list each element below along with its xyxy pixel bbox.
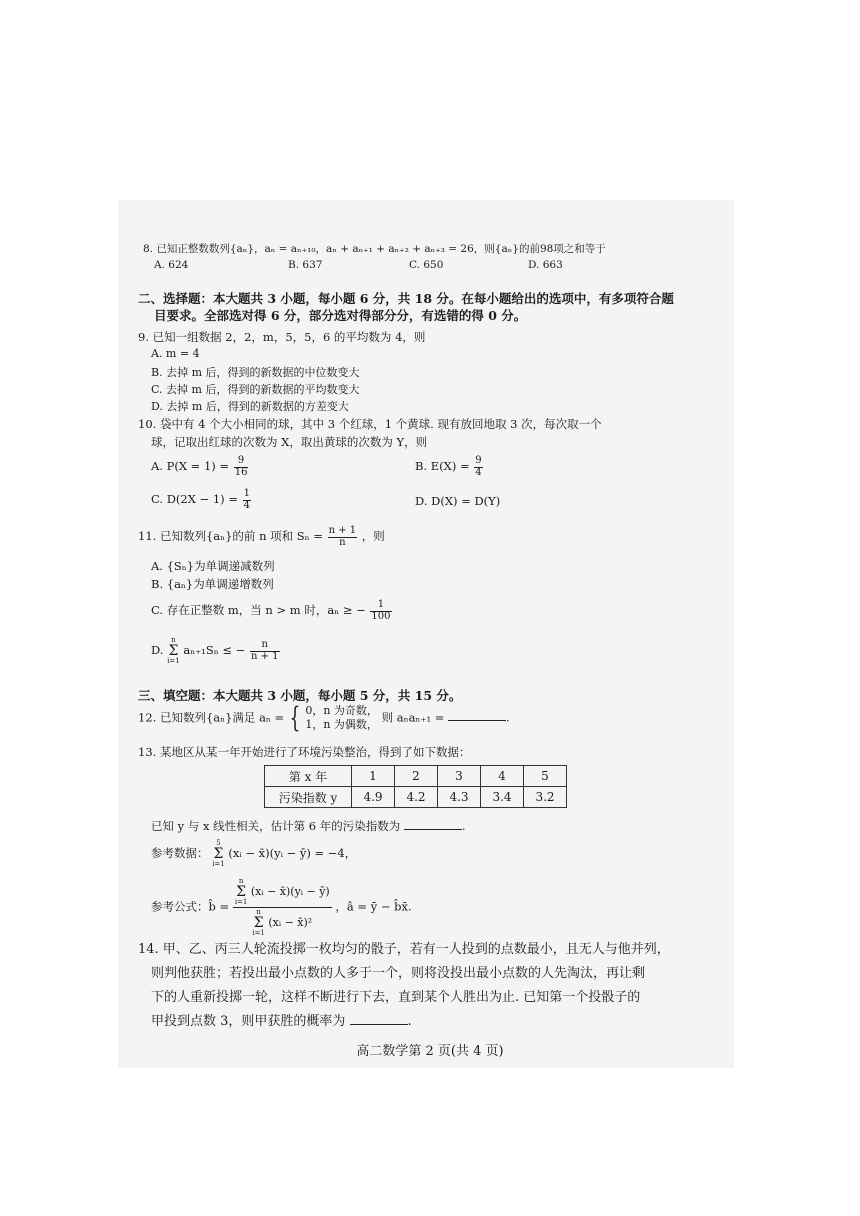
numerator: 9: [475, 455, 482, 466]
reference-formula-tail: ，â = ȳ − b̂x̄.: [335, 899, 412, 914]
question-12-ask: 则 aₙaₙ₊₁ =: [381, 710, 445, 725]
option-d-label: D.: [151, 643, 164, 657]
fraction: [370, 600, 391, 622]
question-8-option-b: B. 637: [288, 259, 323, 271]
summation: [167, 637, 180, 665]
piecewise-cases: [305, 704, 378, 733]
table-cell: 4.2: [395, 787, 438, 808]
sigma-icon: Σ: [236, 884, 247, 900]
question-9-option-b: B. 去掉 m 后，得到的新数据的中位数变大: [151, 366, 360, 379]
numerator: n + 1: [328, 525, 357, 536]
table-cell: 3.4: [481, 787, 524, 808]
sum-lower: i=1: [234, 898, 248, 906]
table-cell: 4: [481, 766, 524, 787]
table-cell: 2: [395, 766, 438, 787]
reference-data: [151, 840, 356, 868]
sum-lower: i=1: [167, 657, 180, 665]
summation: [252, 909, 265, 937]
denominator: n: [339, 536, 346, 548]
question-10-stem: 10. 袋中有 4 个大小相同的球，其中 3 个红球，1 个黄球. 现有放回地取 3 次，每次取一个: [138, 417, 602, 431]
question-11-option-c: [151, 600, 393, 622]
denominator: 4: [243, 499, 250, 511]
question-8: [143, 241, 606, 256]
section-2-heading: 二、选择题：本大题共 3 小题，每小题 6 分，共 18 分。在每小题给出的选项中，有多项符合题: [138, 291, 674, 306]
table-cell: 1: [352, 766, 395, 787]
denominator: 100: [371, 610, 391, 622]
question-10-option-a: [151, 456, 249, 478]
numerator: 9: [234, 456, 249, 468]
reference-data-label: 参考数据：: [151, 846, 209, 860]
ask-text: 甲投到点数 3，则甲获胜的概率为: [151, 1014, 346, 1029]
sum-lower: i=1: [252, 929, 265, 937]
left-brace-icon: {: [289, 701, 301, 735]
summation: [212, 840, 225, 868]
answer-blank: [350, 1014, 408, 1025]
reference-data-expr: (xᵢ − x̄)(yᵢ − ȳ) = −4，: [228, 846, 357, 860]
sum-lower: i=1: [212, 860, 225, 868]
ask-text: 已知 y 与 x 线性相关，估计第 6 年的污染指数为: [151, 819, 401, 833]
table-cell: 3.2: [524, 787, 567, 808]
period: .: [506, 710, 510, 725]
question-10-option-b: [415, 456, 484, 478]
denominator: [233, 908, 332, 937]
fraction: [233, 878, 332, 937]
stem-text: 11. 已知数列{aₙ}的前 n 项和 Sₙ =: [138, 529, 323, 543]
question-10-option-c: [151, 489, 252, 511]
summation: [235, 878, 248, 906]
section-2-heading-cont: 目要求。全部选对得 6 分，部分选对得部分分，有选错的得 0 分。: [154, 308, 527, 323]
sum-upper: n: [238, 877, 244, 885]
sum-upper: 5: [216, 839, 221, 847]
question-11-option-a: A. {Sₙ}为单调递减数列: [151, 559, 275, 573]
question-13-stem: 13. 某地区从某一年开始进行了环境污染整治，得到了如下数据：: [138, 745, 471, 759]
denominator: 16: [234, 466, 248, 478]
numerator: 1: [370, 600, 391, 612]
question-12-stem: 12. 已知数列{aₙ}满足 aₙ =: [138, 710, 285, 725]
sigma-icon: Σ: [253, 915, 264, 931]
sigma-icon: Σ: [213, 846, 224, 862]
table-cell: 5: [524, 766, 567, 787]
table-cell: 3: [438, 766, 481, 787]
section-3-heading: 三、填空题：本大题共 3 小题，每小题 5 分，共 15 分。: [138, 688, 462, 703]
option-c-text: C. 存在正整数 m，当 n > m 时，aₙ ≥ −: [151, 603, 366, 617]
question-14-line-2: 则判他获胜；若投出最小点数的人多于一个，则将没投出最小点数的人先淘汰，再让剩: [151, 966, 646, 981]
question-11-option-d: [151, 637, 281, 665]
question-9-option-a: A. m = 4: [151, 347, 200, 360]
sum-upper: n: [256, 908, 261, 916]
option-c-text: C. D(2X − 1) =: [151, 492, 238, 506]
case-even: 1，n 为偶数，: [305, 718, 378, 732]
table-row: [265, 766, 567, 787]
question-14-line-4: [138, 1010, 678, 1034]
fraction: [328, 526, 358, 548]
question-9-option-c: C. 去掉 m 后，得到的新数据的平均数变大: [151, 383, 360, 396]
question-10-stem-cont: 球，记取出红球的次数为 X，取出黄球的次数为 Y，则: [151, 435, 428, 449]
question-14-line-1: 14. 甲、乙、丙三人轮流投掷一枚均匀的骰子，若有一人投到的点数最小，且无人与他并列，: [138, 942, 670, 957]
fraction: [250, 640, 280, 662]
table-header-index: 污染指数 y: [265, 787, 352, 808]
period: .: [461, 819, 466, 833]
table-header-year: 第 x 年: [265, 766, 352, 787]
question-8-option-a: A. 624: [154, 259, 189, 271]
denominator: n + 1: [250, 650, 279, 662]
table-cell: 4.9: [352, 787, 395, 808]
case-odd: 0，n 为奇数，: [305, 704, 378, 717]
numerator-expr: (xᵢ − x̄)(yᵢ − ȳ): [250, 885, 330, 898]
option-d-expr: aₙ₊₁Sₙ ≤ −: [183, 643, 246, 657]
option-a-text: A. P(X = 1) =: [151, 459, 230, 473]
numerator: n: [250, 640, 280, 652]
fraction: [474, 456, 482, 478]
period: .: [407, 1014, 412, 1029]
question-14-line-3: 下的人重新投掷一轮，这样不断进行下去，直到某个人胜出为止. 已知第一个投骰子的: [151, 990, 641, 1005]
stem-tail: ，则: [361, 529, 385, 543]
table-cell: 4.3: [438, 787, 481, 808]
question-11-stem: [138, 526, 385, 548]
reference-formula: [151, 878, 412, 937]
question-14: [138, 938, 678, 1034]
answer-blank: [404, 819, 462, 830]
reference-formula-label: 参考公式：b̂ =: [151, 899, 230, 914]
page-footer: 高二数学第 2 页(共 4 页): [356, 1044, 504, 1059]
question-10-option-d: D. D(X) = D(Y): [415, 494, 501, 508]
question-8-option-c: C. 650: [409, 259, 444, 271]
question-13-ask: [151, 818, 466, 834]
denominator: 4: [475, 466, 482, 478]
option-b-text: B. E(X) =: [415, 459, 470, 473]
question-12: [138, 701, 510, 735]
table-row: [265, 787, 567, 808]
sum-upper: n: [171, 636, 176, 644]
question-9-stem: 9. 已知一组数据 2，2，m，5，5，6 的平均数为 4，则: [138, 330, 426, 344]
fraction: [234, 456, 249, 478]
denominator-expr: (xᵢ − x̄)²: [268, 916, 313, 929]
question-8-stem: 8. 已知正整数数列{aₙ}，aₙ = aₙ₊₁₀，aₙ + aₙ₊₁ + aₙ₊₂ + aₙ₊₃ = 26，则{aₙ}的前98项之和等于: [143, 243, 606, 255]
question-8-option-d: D. 663: [528, 259, 563, 271]
question-9-option-d: D. 去掉 m 后，得到的新数据的方差变大: [151, 400, 349, 413]
sigma-icon: Σ: [168, 643, 179, 659]
numerator: [233, 878, 332, 908]
question-11-option-b: B. {aₙ}为单调递增数列: [151, 577, 274, 591]
fraction: [243, 489, 251, 511]
numerator: 1: [243, 488, 250, 499]
pollution-data-table: [264, 765, 567, 808]
answer-blank: [448, 710, 506, 721]
